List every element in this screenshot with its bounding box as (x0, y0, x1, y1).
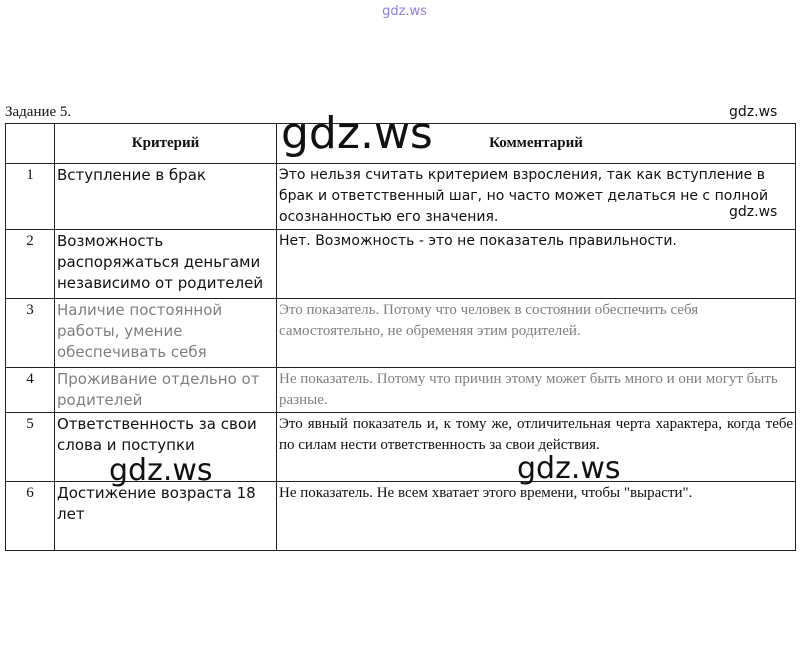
row-comment: Это явный показатель и, к тому же, отличительная черта характера, когда тебе по силам нести ответственность за свои действия. (277, 413, 796, 482)
table-header-row (6, 124, 796, 164)
watermark-right: gdz.ws (729, 104, 778, 120)
row-number: 1 (6, 164, 55, 230)
watermark-small: gdz.ws (729, 204, 778, 220)
row-number: 5 (6, 413, 55, 482)
row-criterion: Наличие постоянной работы, умение обеспечивать себя (55, 299, 277, 368)
row-criterion: Ответственность за свои слова и поступки (55, 413, 277, 482)
table-row (6, 413, 796, 482)
row-criterion: Возможность распоряжаться деньгами независимо от родителей (55, 230, 277, 299)
row-comment: Это нельзя считать критерием взросления, так как вступление в брак и ответственный шаг, но часто может делаться не с полной осознанностью его значения. (277, 164, 796, 230)
row-number: 6 (6, 482, 55, 551)
table-row (6, 230, 796, 299)
table-row (6, 299, 796, 368)
watermark-large: gdz.ws (281, 108, 433, 159)
table-row (6, 164, 796, 230)
row-number: 4 (6, 368, 55, 413)
task-title: Задание 5. (5, 104, 72, 120)
row-comment: Нет. Возможность - это не показатель правильности. (277, 230, 796, 299)
row-comment: Не показатель. Не всем хватает этого времени, чтобы "вырасти". (277, 482, 796, 551)
row-number: 3 (6, 299, 55, 368)
header-criterion: Критерий (55, 124, 277, 164)
row-number: 2 (6, 230, 55, 299)
row-comment: Не показатель. Потому что причин этому может быть много и они могут быть разные. (277, 368, 796, 413)
criteria-table (5, 123, 796, 551)
table-row (6, 482, 796, 551)
row-criterion: Достижение возраста 18 лет (55, 482, 277, 551)
table-row (6, 368, 796, 413)
row-comment: Это показатель. Потому что человек в состоянии обеспечить себя самостоятельно, не обременяя этим родителей. (277, 299, 796, 368)
top-watermark: gdz.ws (382, 4, 427, 19)
watermark-left: gdz.ws (109, 453, 213, 488)
row-criterion: Вступление в брак (55, 164, 277, 230)
header-number (6, 124, 55, 164)
watermark-center: gdz.ws (517, 451, 621, 486)
header-comment: Комментарий (277, 124, 796, 164)
row-criterion: Проживание отдельно от родителей (55, 368, 277, 413)
